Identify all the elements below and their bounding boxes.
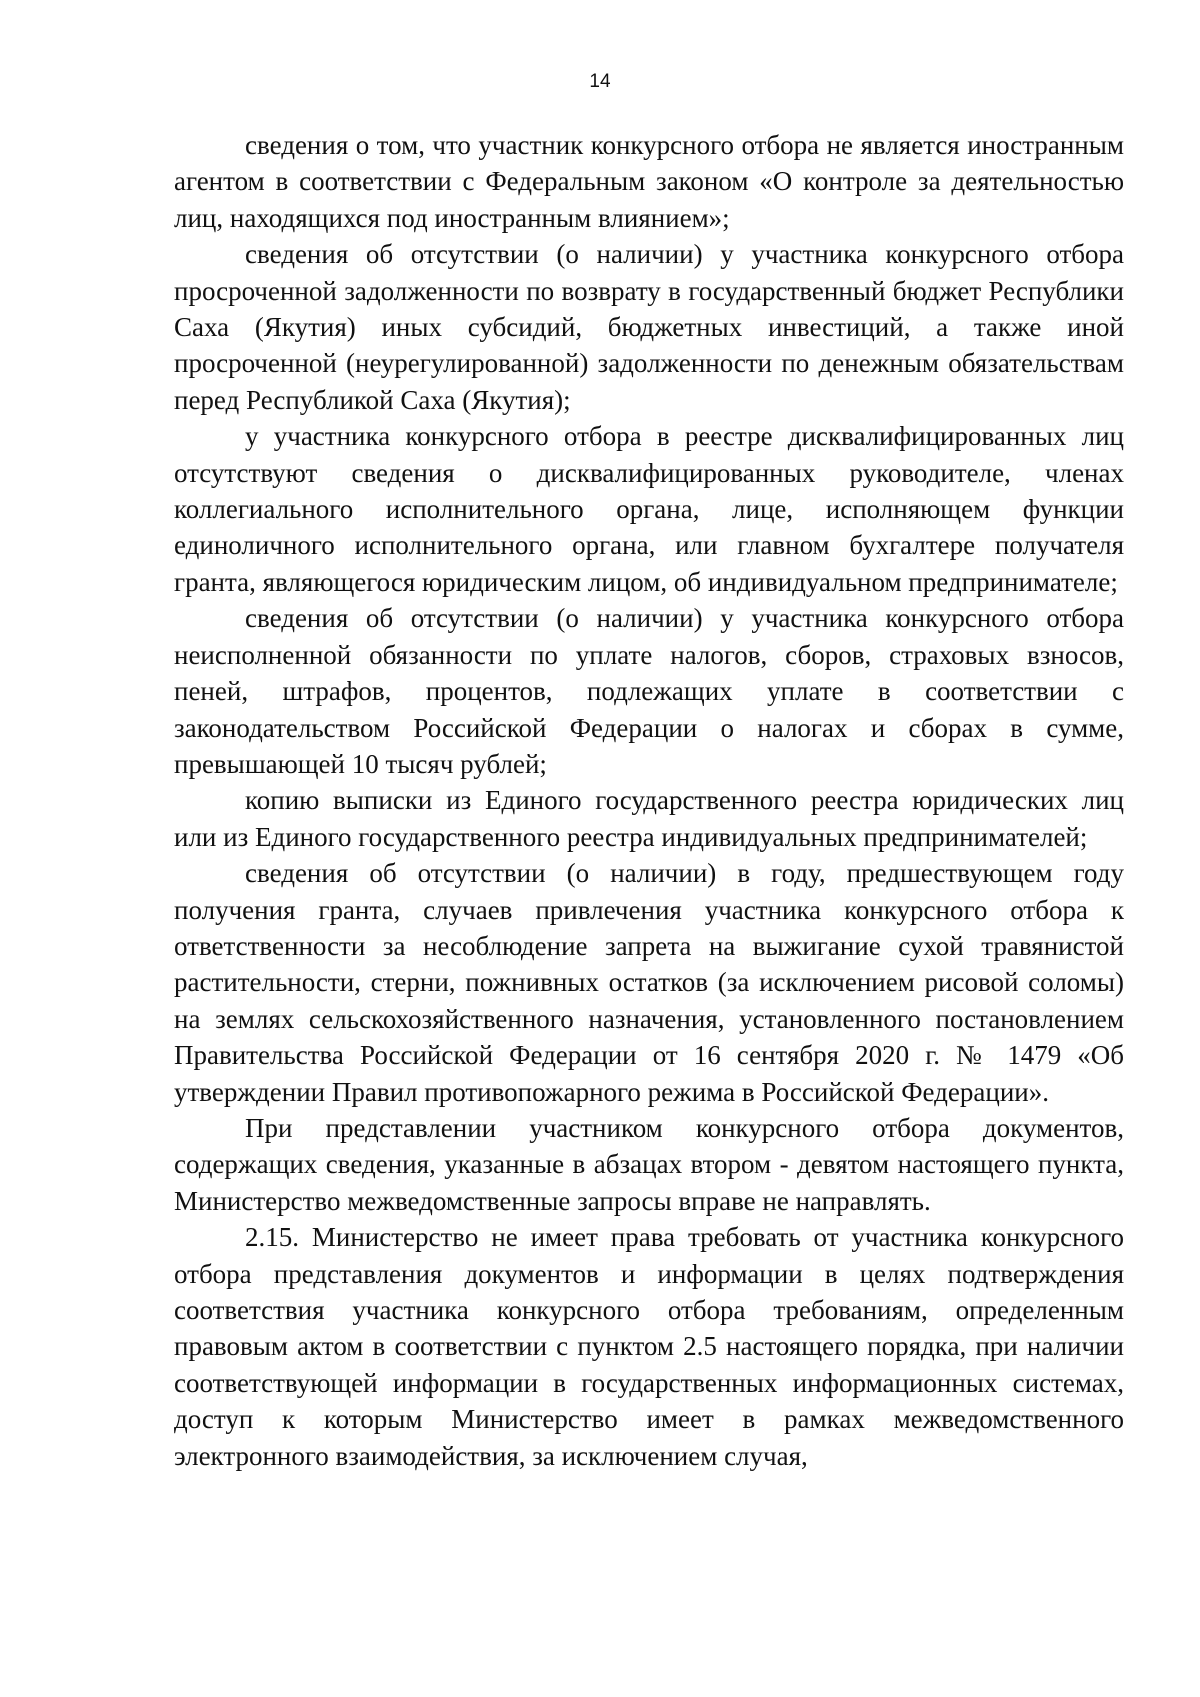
paragraph-disqualified-persons: у участника конкурсного отбора в реестре дисквалифицированных лиц отсутствуют сведения о дисквалифицированных руководителе, членах коллегиального исполнительного органа, лице, исполняющем функции единоличного исполнительного органа, или главном бухгалтере получателя гранта, являющегося юридическим лицом, об индивидуальном предпринимателе; bbox=[174, 421, 1124, 597]
paragraph-section-2-15: 2.15. Министерство не имеет права требовать от участника конкурсного отбора представления документов и информации в целях подтверждения соответствия участника конкурсного отбора требованиям, определенным правовым актом в соответствии с пунктом 2.5 настоящего порядка, при наличии соответствующей информации в государственных информационных системах, доступ к которым Министерство имеет в рамках межведомственного электронного взаимодействия, за исключением случая, bbox=[174, 1222, 1124, 1471]
paragraph-foreign-agent-info: сведения о том, что участник конкурсного отбора не является иностранным агентом в соответствии с Федеральным законом «О контроле за деятельностью лиц, находящихся под иностранным влиянием»; bbox=[174, 130, 1124, 233]
paragraph-fire-safety-violations: сведения об отсутствии (о наличии) в году, предшествующем году получения гранта, случаев привлечения участника конкурсного отбора к ответственности за несоблюдение запрета на выжигание сухой травянистой растительности, стерни, пожнивных остатков (за исключением рисовой соломы) на землях сельскохозяйственного назначения, установленного постановлением Правительства Российской Федерации от 16 сентября 2020 г. № 1479 «Об утверждении Правил противопожарного режима в Российской Федерации». bbox=[174, 858, 1124, 1107]
paragraph-overdue-debt-info: сведения об отсутствии (о наличии) у участника конкурсного отбора просроченной задолженности по возврату в государственный бюджет Республики Саха (Якутия) иных субсидий, бюджетных инвестиций, а также иной просроченной (неурегулированной) задолженности по денежным обязательствам перед Республикой Саха (Якутия); bbox=[174, 239, 1124, 415]
page-number: 14 bbox=[589, 71, 611, 92]
paragraph-registry-extract: копию выписки из Единого государственного реестра юридических лиц или из Единого государственного реестра индивидуальных предпринимателей; bbox=[174, 785, 1124, 852]
document-body bbox=[174, 127, 1124, 1474]
paragraph-interagency-requests: При представлении участником конкурсного отбора документов, содержащих сведения, указанные в абзацах втором - девятом настоящего пункта, Министерство межведомственные запросы вправе не направлять. bbox=[174, 1112, 1124, 1216]
paragraph-tax-obligations: сведения об отсутствии (о наличии) у участника конкурсного отбора неисполненной обязанности по уплате налогов, сборов, страховых взносов, пеней, штрафов, процентов, подлежащих уплате в соответствии с законодательством Российской Федерации о налогах и сборах в сумме, превышающей 10 тысяч рублей; bbox=[174, 603, 1124, 779]
